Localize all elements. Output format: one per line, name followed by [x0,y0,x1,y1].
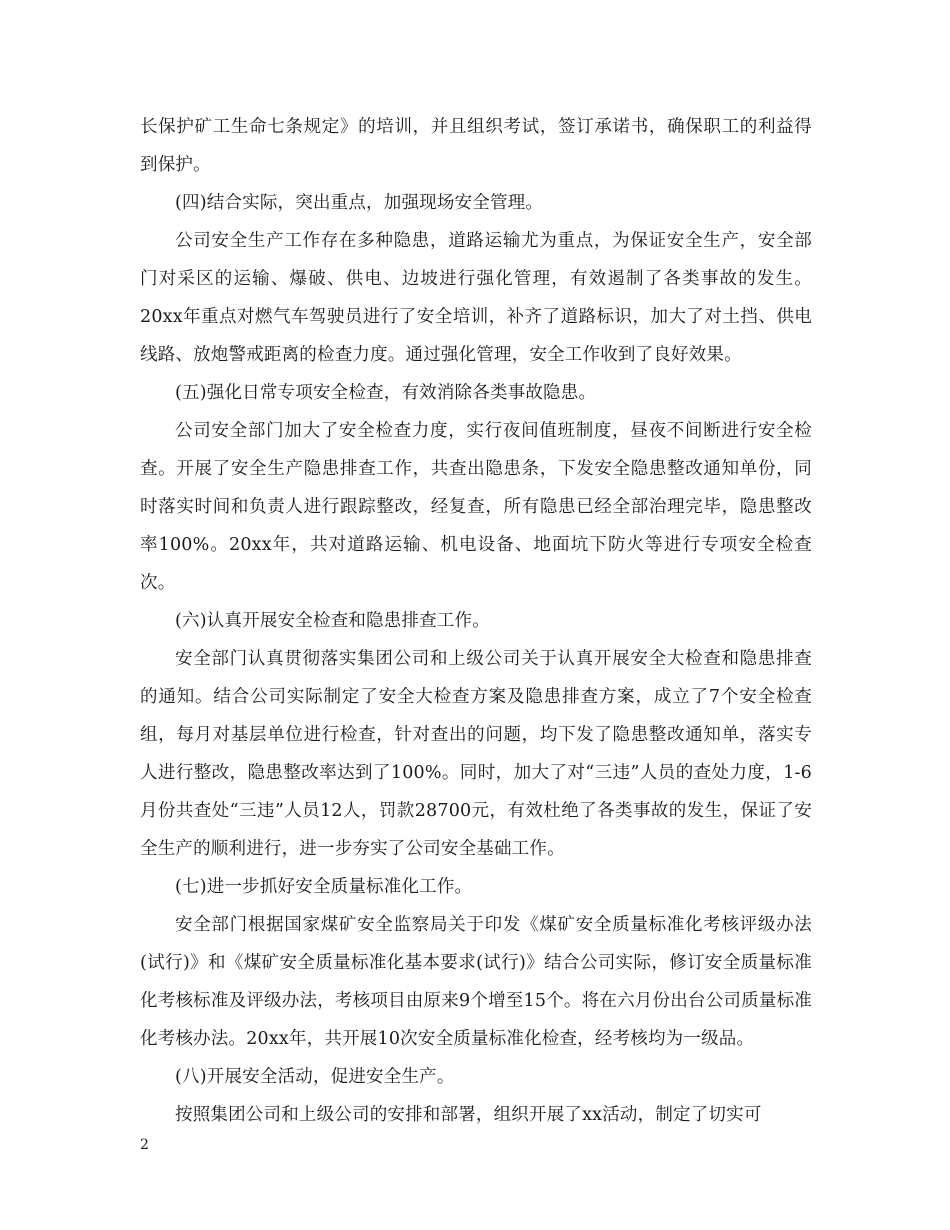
document-body [140,108,812,1134]
paragraph-quality-standard: 安全部门根据国家煤矿安全监察局关于印发《煤矿安全质量标准化考核评级办法(试行)》和《煤矿安全质量标准化基本要求(试行)》结合公司实际，修订安全质量标准化考核标准及评级办法，考核项目由原来9个增至15个。将在六月份出台公司质量标准化考核办法。20xx年，共开展10次安全质量标准化检查，经考核均为一级品。 [140,915,812,1049]
section-heading-4: (四)结合实际，突出重点，加强现场安全管理。 [175,193,544,213]
section-heading-6: (六)认真开展安全检查和隐患排查工作。 [175,611,490,631]
paragraph-hazard-check: 安全部门认真贯彻落实集团公司和上级公司关于认真开展安全大检查和隐患排查的通知。结合公司实际制定了安全大检查方案及隐患排查方案，成立了7个安全检查组，每月对基层单位进行检查，针对查出的问题，均下发了隐患整改通知单，落实专人进行整改，隐患整改率达到了100%。同时，加大了对“三违”人员的查处力度，1-6月份共查处“三违”人员12人，罚款28700元，有效杜绝了各类事故的发生，保证了安全生产的顺利进行，进一步夯实了公司安全基础工作。 [140,649,812,859]
paragraph-continuation: 长保护矿工生命七条规定》的培训，并且组织考试，签订承诺书，确保职工的利益得到保护。 [140,117,812,175]
section-heading-7: (七)进一步抓好安全质量标准化工作。 [175,877,473,897]
section-heading-5: (五)强化日常专项安全检查，有效消除各类事故隐患。 [175,383,597,403]
paragraph-site-safety: 公司安全生产工作存在多种隐患，道路运输尤为重点，为保证安全生产，安全部门对采区的运输、爆破、供电、边坡进行强化管理，有效遏制了各类事故的发生。20xx年重点对燃气车驾驶员进行了安全培训，补齐了道路标识，加大了对土挡、供电线路、放炮警戒距离的检查力度。通过强化管理，安全工作收到了良好效果。 [140,231,812,365]
paragraph-special-inspection: 公司安全部门加大了安全检查力度，实行夜间值班制度，昼夜不间断进行安全检查。开展了安全生产隐患排查工作，共查出隐患条，下发安全隐患整改通知单份，同时落实时间和负责人进行跟踪整改，经复查，所有隐患已经全部治理完毕，隐患整改率100%。20xx年，共对道路运输、机电设备、地面坑下防火等进行专项安全检查次。 [140,421,812,593]
page-number: 2 [140,1137,149,1153]
paragraph-safety-activity: 按照集团公司和上级公司的安排和部署，组织开展了xx活动，制定了切实可 [175,1105,762,1125]
section-heading-8: (八)开展安全活动，促进安全生产。 [175,1067,455,1087]
